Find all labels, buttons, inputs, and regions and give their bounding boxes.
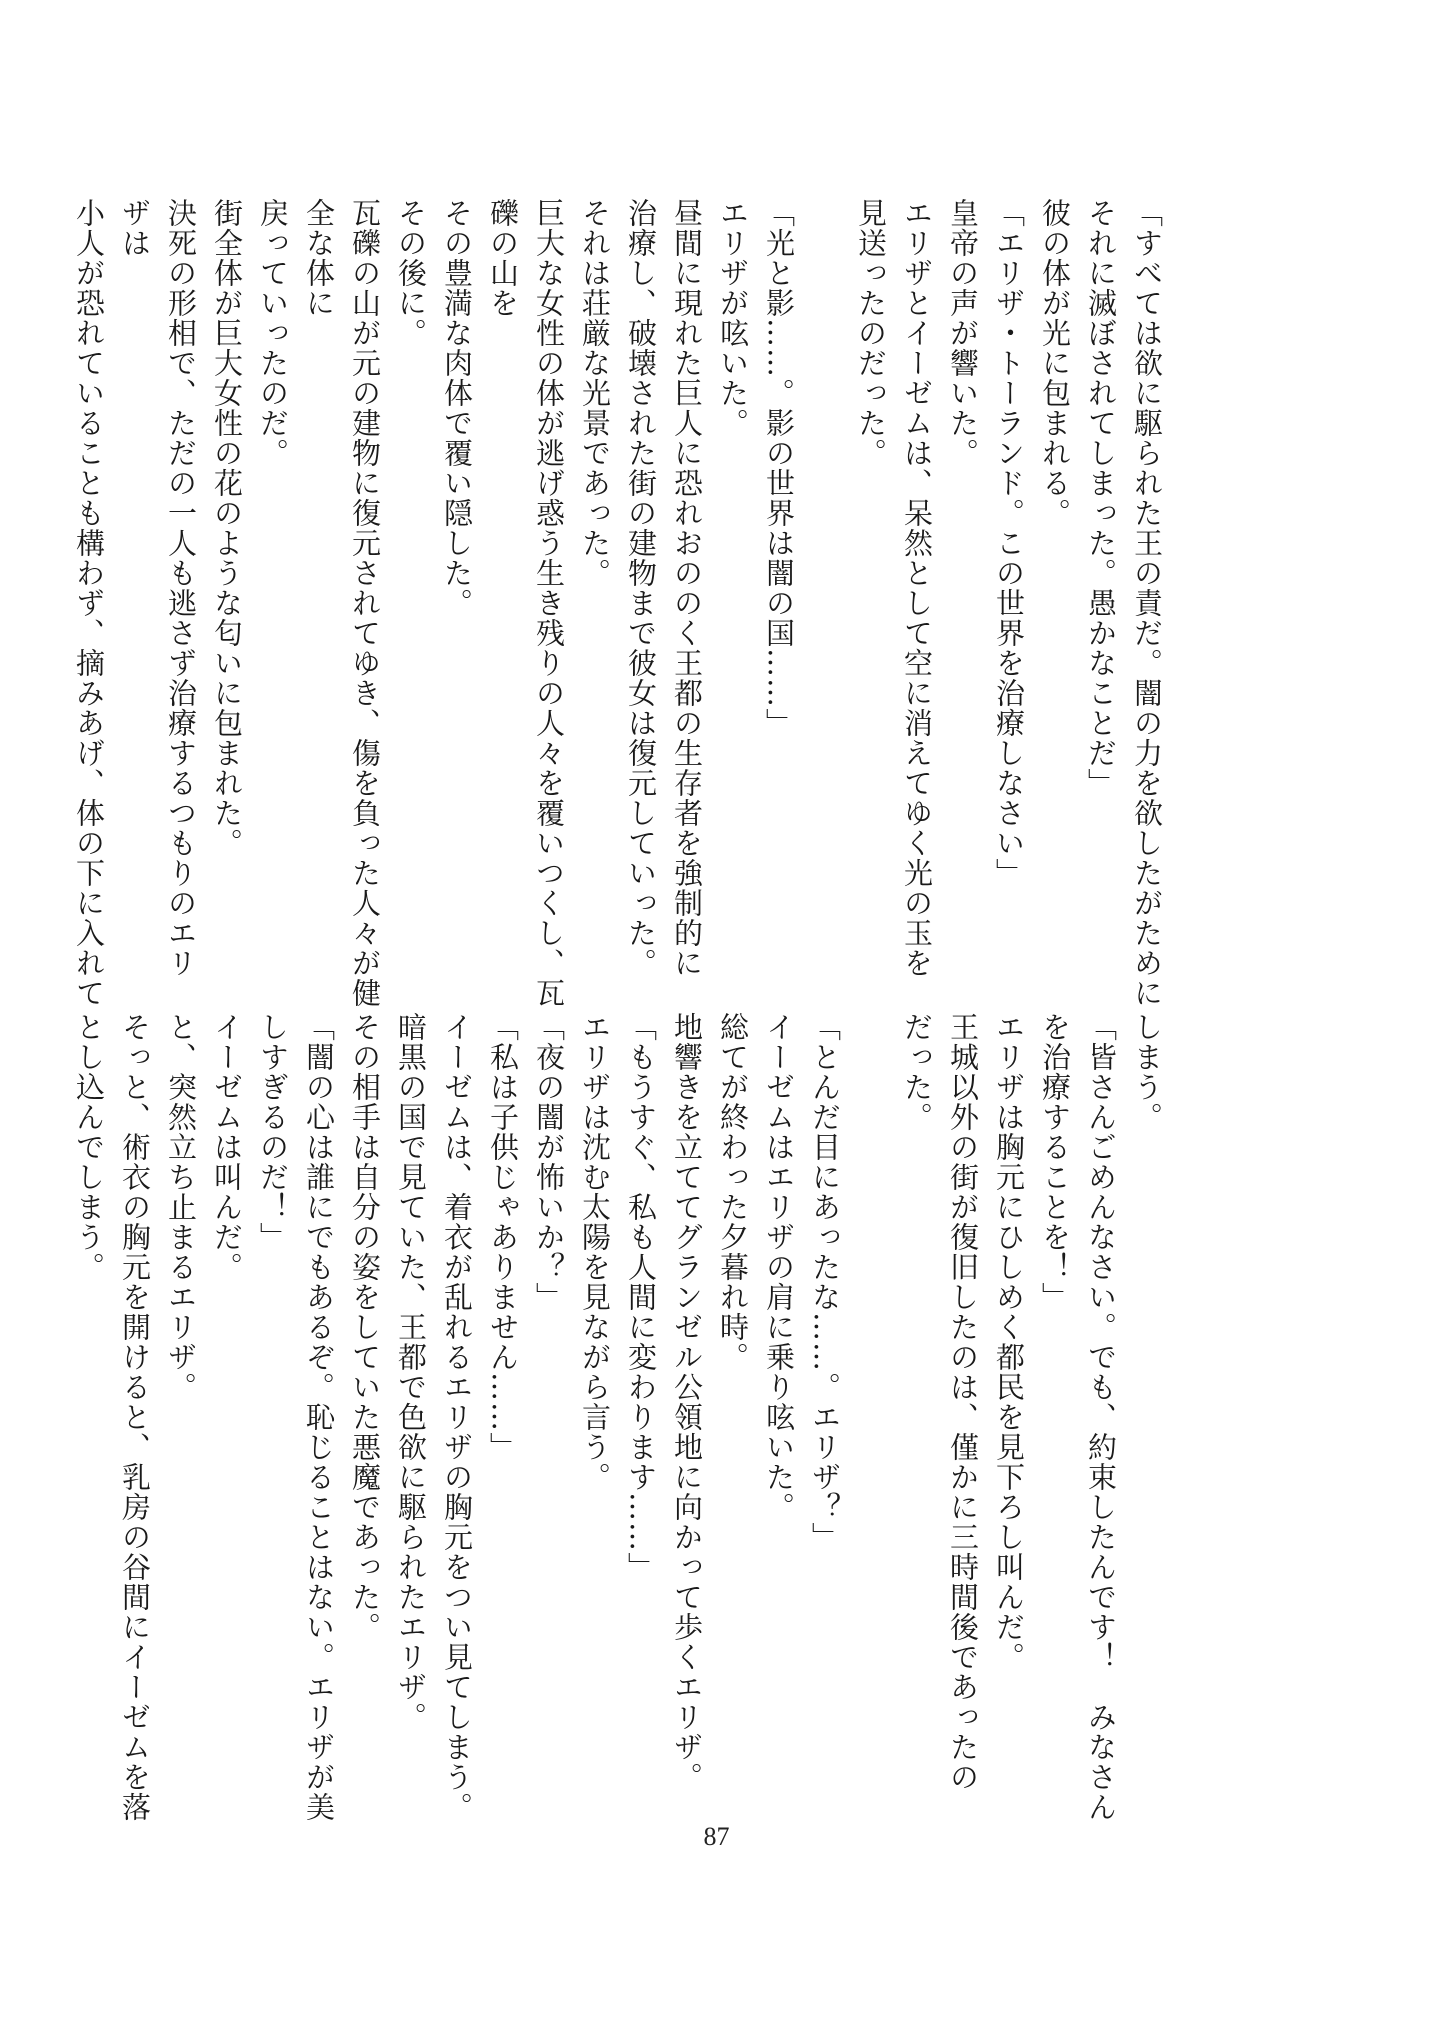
text-line: 戻っていったのだ。	[256, 198, 290, 468]
text-line: そっと、術衣の胸元を開けると、乳房の谷間にイーゼムを落	[118, 1012, 152, 1822]
text-line: イーゼムは叫んだ。	[210, 1012, 244, 1282]
text-line: しまう。	[1130, 1012, 1164, 1132]
text-line: 「私は子供じゃありません……」	[486, 1012, 520, 1462]
text-block-upper	[72, 198, 1170, 1008]
text-line: と、突然立ち止まるエリザ。	[164, 1012, 198, 1402]
text-line: を治療することを！」	[1038, 1012, 1072, 1312]
text-line: 街全体が巨大女性の花のような匂いに包まれた。	[210, 198, 244, 858]
text-line: それは荘厳な光景であった。	[578, 198, 612, 588]
text-line: 決死の形相で、ただの一人も逃さず治療するつもりのエリ	[164, 198, 198, 978]
text-line: エリザが呟いた。	[716, 198, 750, 438]
text-line: 「とんだ目にあったな……。エリザ？」	[808, 1012, 842, 1552]
text-line: その相手は自分の姿をしていた悪魔であった。	[348, 1012, 382, 1642]
text-line: とし込んでしまう。	[72, 1012, 106, 1282]
text-line: 総てが終わった夕暮れ時。	[716, 1012, 750, 1372]
text-line: 全な体に	[302, 198, 336, 318]
text-line: 治療し、破壊された街の建物まで彼女は復元していった。	[624, 198, 658, 978]
text-line: イーゼムはエリザの肩に乗り呟いた。	[762, 1012, 796, 1522]
text-line: 暗黒の国で見ていた、王都で色欲に駆られたエリザ。	[394, 1012, 428, 1732]
text-line: 「闇の心は誰にでもあるぞ。恥じることはない。エリザが美	[302, 1012, 336, 1822]
text-line: 「光と影……。影の世界は闇の国……」	[762, 198, 796, 738]
text-line: エリザは胸元にひしめく都民を見下ろし叫んだ。	[992, 1012, 1026, 1672]
text-line: その後に。	[394, 198, 428, 348]
text-line: 「すべては欲に駆られた王の責だ。闇の力を欲したがために	[1130, 198, 1164, 1008]
text-line: その豊満な肉体で覆い隠した。	[440, 198, 474, 618]
text-line: 小人が恐れていることも構わず、摘みあげ、体の下に入れて	[72, 198, 106, 1008]
text-line: 昼間に現れた巨人に恐れおののく王都の生存者を強制的に	[670, 198, 704, 978]
text-line	[802, 198, 848, 958]
text-line: 「皆さんごめんなさい。でも、約束したんです！ みなさん	[1084, 1012, 1118, 1822]
text-line: 皇帝の声が響いた。	[946, 198, 980, 468]
text-line: それに滅ぼされてしまった。愚かなことだ」	[1084, 198, 1118, 798]
text-block-lower	[72, 1012, 1170, 1822]
text-line: 「もうすぐ、私も人間に変わります……」	[624, 1012, 658, 1582]
text-line: ザは	[118, 198, 152, 258]
text-line	[848, 1012, 894, 1772]
text-line: 礫の山を	[486, 198, 520, 318]
page-number: 87	[703, 1822, 730, 1851]
text-line: しすぎるのだ！」	[256, 1012, 290, 1252]
text-line: エリザは沈む太陽を見ながら言う。	[578, 1012, 612, 1492]
text-line: 「エリザ・トーランド。この世界を治療しなさい」	[992, 198, 1026, 888]
text-line: 「夜の闇が怖いか？」	[532, 1012, 566, 1312]
text-line: だった。	[900, 1012, 934, 1132]
text-line: 地響きを立ててグランゼル公領地に向かって歩くエリザ。	[670, 1012, 704, 1792]
text-line: 瓦礫の山が元の建物に復元されてゆき、傷を負った人々が健	[348, 198, 382, 1008]
text-line: 見送ったのだった。	[854, 198, 888, 468]
text-line: 彼の体が光に包まれる。	[1038, 198, 1072, 528]
text-line: イーゼムは、着衣が乱れるエリザの胸元をつい見てしまう。	[440, 1012, 474, 1822]
text-line: エリザとイーゼムは、呆然として空に消えてゆく光の玉を	[900, 198, 934, 978]
text-line: 王城以外の街が復旧したのは、僅かに三時間後であったの	[946, 1012, 980, 1792]
text-line: 巨大な女性の体が逃げ惑う生き残りの人々を覆いつくし、瓦	[532, 198, 566, 1008]
